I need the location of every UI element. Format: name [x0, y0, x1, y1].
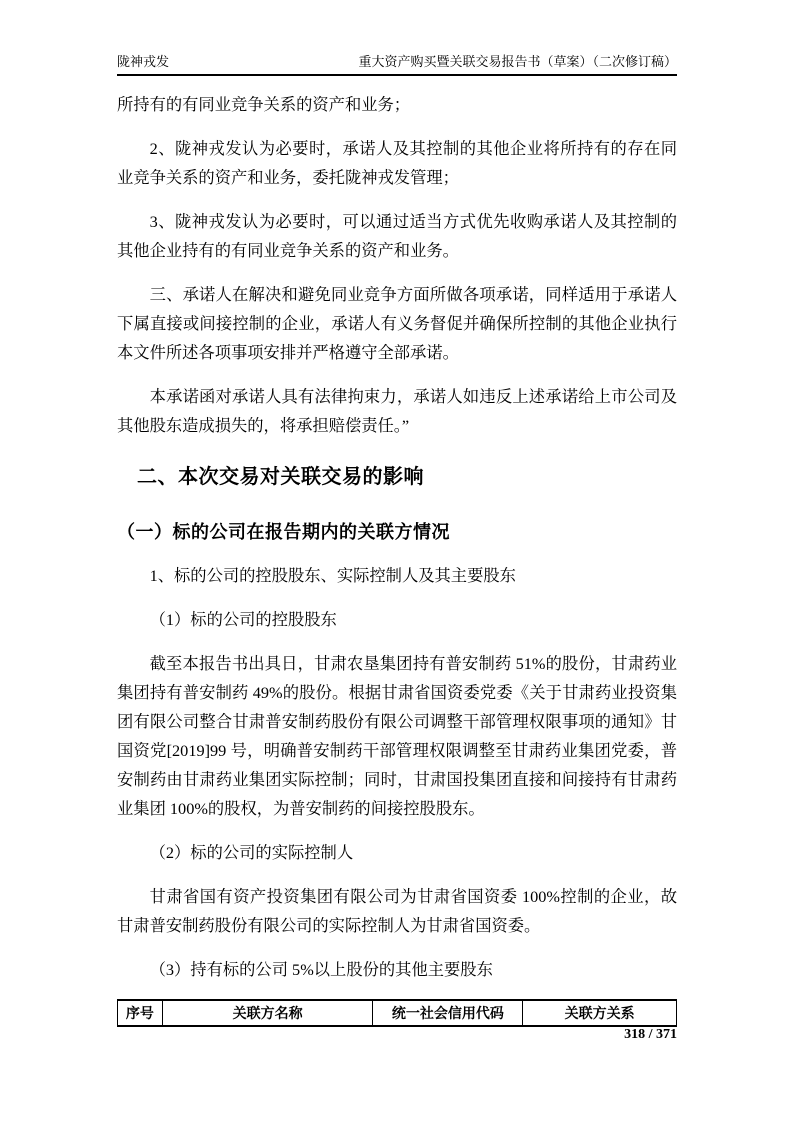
paragraph-item-san: 三、承诺人在解决和避免同业竞争方面所做各项承诺，同样适用于承诺人下属直接或间接控制的企业，承诺人有义务督促并确保所控制的其他企业执行本文件所述各项事项安排并严格遵守全部承诺。	[117, 285, 677, 362]
column-header-social-credit-code: 统一社会信用代码	[373, 1000, 523, 1026]
page-header	[117, 53, 677, 76]
page-number: 318 / 371	[624, 1027, 677, 1042]
table-header-row	[118, 1000, 677, 1026]
paragraph-actual-controller: 甘肃省国有资产投资集团有限公司为甘肃省国资委 100%控制的企业，故甘肃普安制药股份有限公司的实际控制人为甘肃省国资委。	[117, 887, 677, 935]
page-footer	[117, 1026, 677, 1044]
header-right-title: 重大资产购买暨关联交易报告书（草案）（二次修订稿）	[358, 54, 677, 69]
list-item-1: 1、标的公司的控股股东、实际控制人及其主要股东	[149, 566, 516, 585]
list-item-1-2: （2）标的公司的实际控制人	[149, 843, 354, 862]
paragraph-carryover: 所持有的有同业竞争关系的资产和业务；	[117, 95, 411, 114]
header-left-title: 陇神戎发	[117, 54, 170, 69]
related-party-table	[117, 999, 677, 1027]
paragraph-item-2: 2、陇神戎发认为必要时，承诺人及其控制的其他企业将所持有的存在同业竞争关系的资产和业务，委托陇神戎发管理；	[117, 139, 677, 187]
related-party-table-head	[118, 1000, 677, 1026]
column-header-related-party-name: 关联方名称	[162, 1000, 373, 1026]
paragraph-binding-force: 本承诺函对承诺人具有法律拘束力，承诺人如违反上述承诺给上市公司及其他股东造成损失的，将承担赔偿责任。”	[117, 387, 677, 435]
column-header-relationship: 关联方关系	[523, 1000, 677, 1026]
column-header-index: 序号	[118, 1000, 163, 1026]
section-heading: 二、本次交易对关联交易的影响	[137, 466, 424, 488]
document-body	[117, 90, 677, 1027]
list-item-1-3: （3）持有标的公司 5%以上股份的其他主要股东	[149, 960, 493, 979]
paragraph-item-3: 3、陇神戎发认为必要时，可以通过适当方式优先收购承诺人及其控制的其他企业持有的有同业竞争关系的资产和业务。	[117, 212, 677, 260]
subsection-heading: （一）标的公司在报告期内的关联方情况	[117, 522, 450, 542]
list-item-1-1: （1）标的公司的控股股东	[149, 610, 337, 629]
paragraph-controlling-shareholder: 截至本报告书出具日，甘肃农垦集团持有普安制药 51%的股份，甘肃药业集团持有普安制药 49%的股份。根据甘肃省国资委党委《关于甘肃药业投资集团有限公司整合甘肃普安制药股份有限公司调整干部管理权限事项的通知》甘国资党[2019]99 号，明确普安制药干部管理权限调整至甘肃药业集团党委，普安制药由甘肃药业集团实际控制；同时，甘肃国投集团直接和间接持有甘肃药业集团 100%的股权，为普安制药的间接控股股东。	[117, 654, 677, 818]
